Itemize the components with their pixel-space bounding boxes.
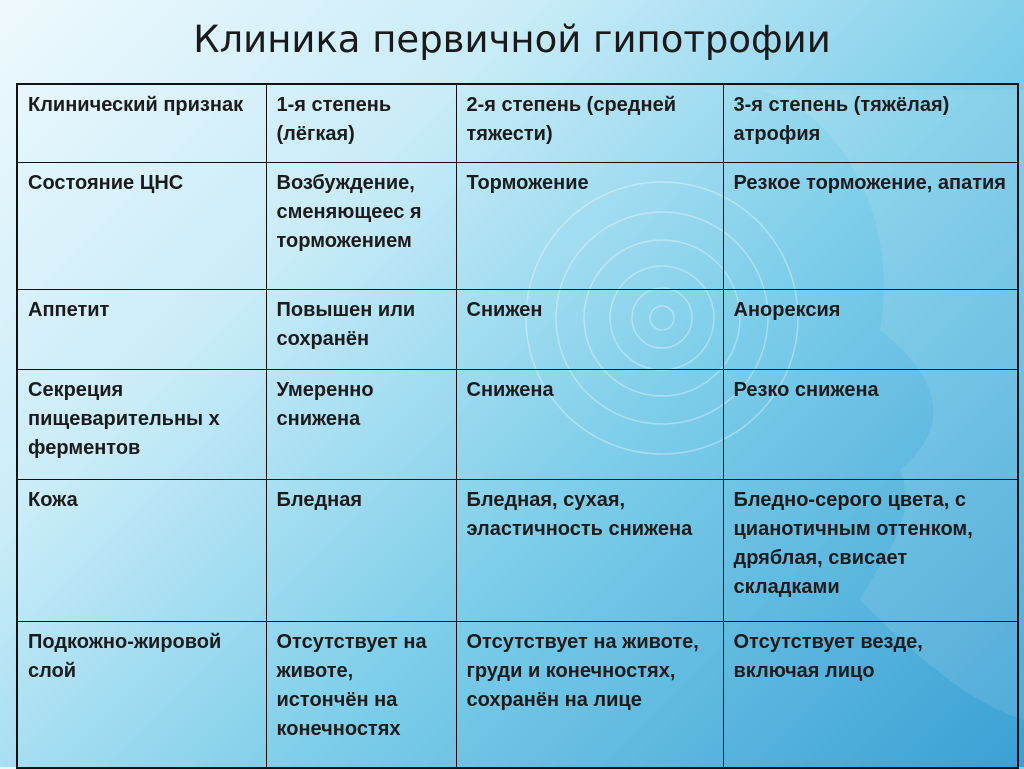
page-title: Клиника первичной гипотрофии: [193, 18, 831, 61]
table-header-row: [17, 84, 1018, 162]
table-cell: Бледно-серого цвета, с цианотичным оттенком, дряблая, свисает складками: [723, 479, 1018, 621]
table-cell: Резко снижена: [723, 369, 1018, 479]
table-cell: Бледная: [266, 479, 456, 621]
table-cell: Бледная, сухая, эластичность снижена: [456, 479, 723, 621]
table-cell: Снижен: [456, 289, 723, 369]
header-cell: Клинический признак: [17, 84, 266, 162]
table-row: [17, 621, 1018, 768]
table-cell: Отсутствует на животе, груди и конечностях, сохранён на лице: [456, 621, 723, 768]
table-cell: Резкое торможение, апатия: [723, 162, 1018, 289]
header-cell: 1-я степень (лёгкая): [266, 84, 456, 162]
table-cell: Повышен или сохранён: [266, 289, 456, 369]
table-cell: Снижена: [456, 369, 723, 479]
table-cell: Кожа: [17, 479, 266, 621]
table-row: [17, 369, 1018, 479]
table-cell: Аппетит: [17, 289, 266, 369]
header-cell: 2-я степень (средней тяжести): [456, 84, 723, 162]
table-cell: Отсутствует на животе, истончён на конечностях: [266, 621, 456, 768]
table-cell: Подкожно-жировой слой: [17, 621, 266, 768]
table-row: [17, 289, 1018, 369]
header-cell: 3-я степень (тяжёлая) атрофия: [723, 84, 1018, 162]
table-cell: Состояние ЦНС: [17, 162, 266, 289]
symptoms-table: [16, 83, 1019, 769]
table-cell: Возбуждение, сменяющеес я торможением: [266, 162, 456, 289]
table-row: [17, 479, 1018, 621]
table-cell: Секреция пищеварительны х ферментов: [17, 369, 266, 479]
table-cell: Отсутствует везде, включая лицо: [723, 621, 1018, 768]
table-cell: Анорексия: [723, 289, 1018, 369]
table-row: [17, 162, 1018, 289]
table-cell: Торможение: [456, 162, 723, 289]
table-cell: Умеренно снижена: [266, 369, 456, 479]
